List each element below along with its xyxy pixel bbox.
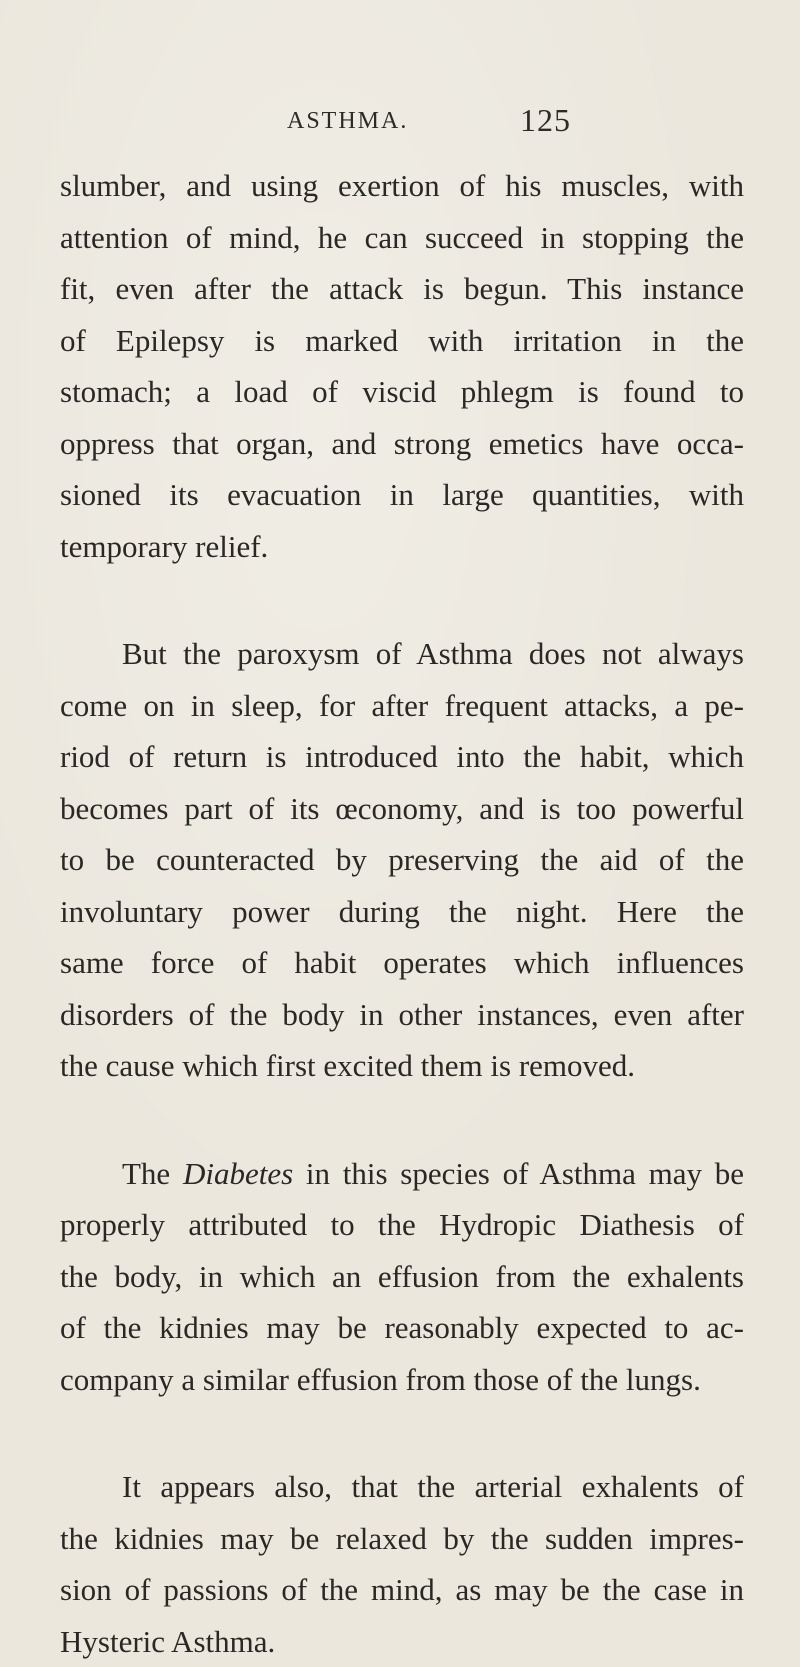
text-line: becomes part of its œconomy, and is too powerful bbox=[60, 783, 744, 835]
body-text bbox=[60, 160, 744, 1667]
text-line: Hysteric Asthma. bbox=[60, 1616, 744, 1667]
paragraph-4 bbox=[60, 1461, 744, 1667]
page-number: 125 bbox=[520, 102, 571, 139]
text-line: stomach; a load of viscid phlegm is found to bbox=[60, 366, 744, 418]
text-line: of the kidnies may be reasonably expected to ac- bbox=[60, 1302, 744, 1354]
text-line: attention of mind, he can succeed in stopping the bbox=[60, 212, 744, 264]
text-line: of Epilepsy is marked with irritation in the bbox=[60, 315, 744, 367]
text-line: properly attributed to the Hydropic Diathesis of bbox=[60, 1199, 744, 1251]
text-line bbox=[60, 1148, 744, 1200]
paragraph-3 bbox=[60, 1148, 744, 1406]
text-line: disorders of the body in other instances, even after bbox=[60, 989, 744, 1041]
text-line: involuntary power during the night. Here the bbox=[60, 886, 744, 938]
text-line: company a similar effusion from those of the lungs. bbox=[60, 1354, 744, 1406]
text-run: The bbox=[122, 1156, 183, 1191]
running-head-title: ASTHMA. bbox=[287, 108, 408, 135]
text-line: But the paroxysm of Asthma does not always bbox=[60, 628, 744, 680]
text-line: the cause which first excited them is removed. bbox=[60, 1040, 744, 1092]
paragraph-2 bbox=[60, 628, 744, 1092]
text-line: the body, in which an effusion from the exhalents bbox=[60, 1251, 744, 1303]
italic-term-diabetes: Diabetes bbox=[183, 1156, 293, 1191]
text-line: same force of habit operates which influences bbox=[60, 937, 744, 989]
paragraph-gap bbox=[60, 1405, 744, 1461]
text-line: slumber, and using exertion of his muscles, with bbox=[60, 160, 744, 212]
text-run: in this species of Asthma may be bbox=[293, 1156, 744, 1191]
paragraph-gap bbox=[60, 572, 744, 628]
text-line: oppress that organ, and strong emetics have occa- bbox=[60, 418, 744, 470]
text-line: to be counteracted by preserving the aid of the bbox=[60, 834, 744, 886]
paragraph-1 bbox=[60, 160, 744, 572]
running-head bbox=[0, 108, 800, 148]
text-line: temporary relief. bbox=[60, 521, 744, 573]
text-line: sioned its evacuation in large quantities, with bbox=[60, 469, 744, 521]
text-line: sion of passions of the mind, as may be the case in bbox=[60, 1564, 744, 1616]
text-line: It appears also, that the arterial exhalents of bbox=[60, 1461, 744, 1513]
text-line: fit, even after the attack is begun. This instance bbox=[60, 263, 744, 315]
text-line: riod of return is introduced into the habit, which bbox=[60, 731, 744, 783]
text-line: come on in sleep, for after frequent attacks, a pe- bbox=[60, 680, 744, 732]
paragraph-gap bbox=[60, 1092, 744, 1148]
text-line: the kidnies may be relaxed by the sudden impres- bbox=[60, 1513, 744, 1565]
